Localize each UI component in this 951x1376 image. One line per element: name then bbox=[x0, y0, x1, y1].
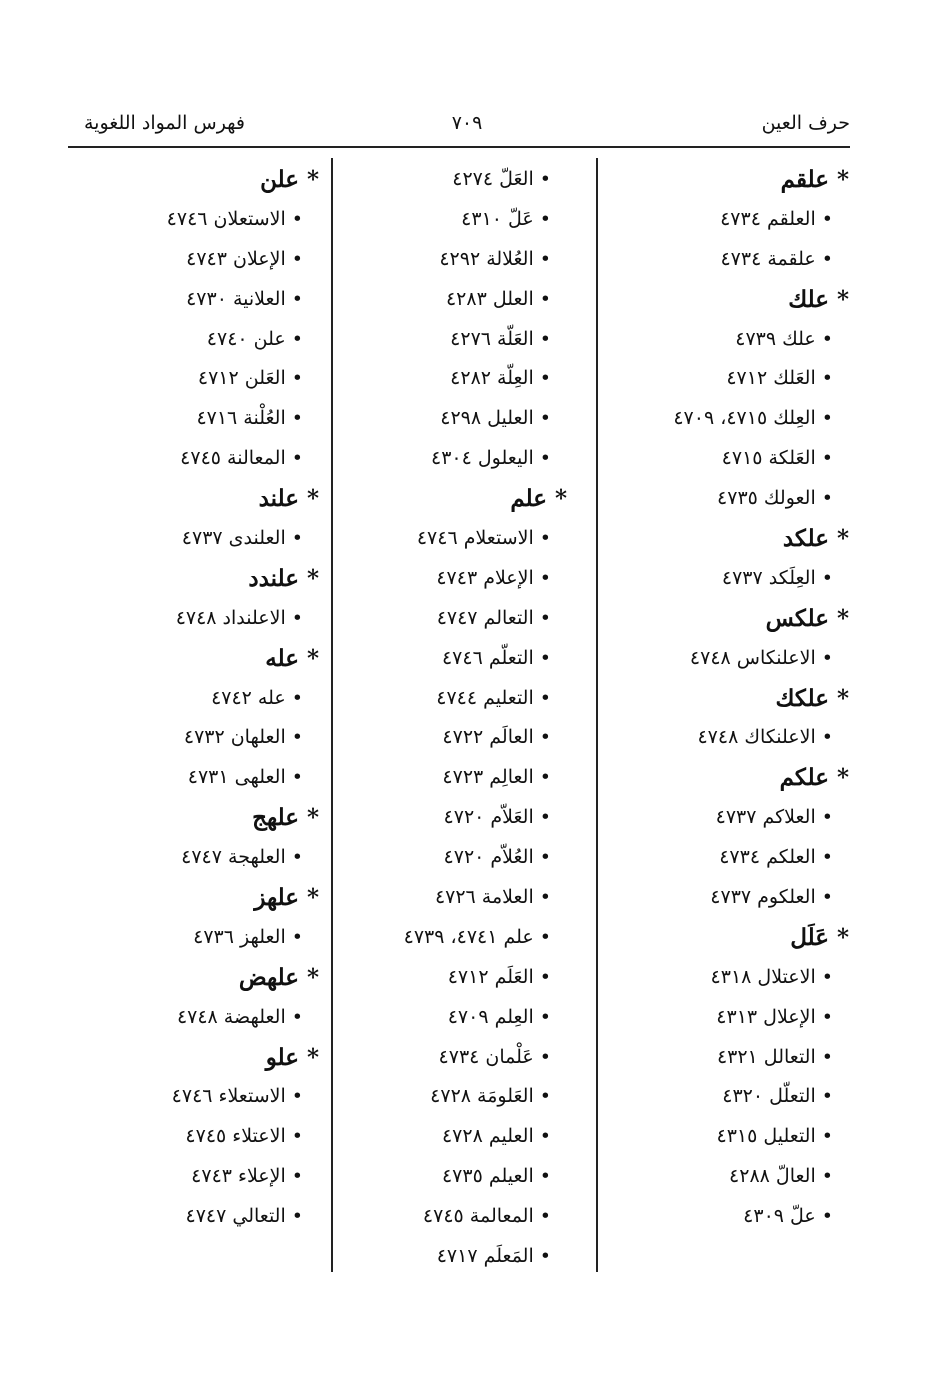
root-heading: * علهج bbox=[252, 804, 319, 832]
index-entry: • العَلومَة ٤٧٢٨ bbox=[430, 1085, 551, 1108]
index-entry: • الاعتلال ٤٣١٨ bbox=[710, 965, 833, 988]
index-entry: • التعالي ٤٧٤٧ bbox=[185, 1205, 303, 1228]
index-entry: • علن ٤٧٤٠ bbox=[206, 327, 303, 350]
index-entry: • العلهز ٤٧٣٦ bbox=[193, 925, 303, 948]
index-entry: • العولك ٤٧٣٥ bbox=[717, 487, 833, 510]
index-entry: • العُلالة ٤٢٩٢ bbox=[439, 247, 551, 270]
index-entry: • التعالم ٤٧٤٧ bbox=[436, 606, 551, 629]
index-entry: • الاعتلاء ٤٧٤٥ bbox=[185, 1125, 303, 1148]
index-column-left bbox=[119, 160, 319, 1237]
index-entry: • العُلاّم ٤٧٢٠ bbox=[443, 846, 551, 869]
page-number: ٧٠٩ bbox=[451, 112, 483, 134]
index-entry: • العالّ ٤٢٨٨ bbox=[729, 1165, 833, 1188]
index-entry: • العلكم ٤٧٣٤ bbox=[719, 846, 833, 869]
book-section-title: فهرس المواد اللغوية bbox=[84, 112, 246, 134]
root-heading: * علقم bbox=[780, 166, 849, 193]
index-entry: • عَلْمان ٤٧٣٤ bbox=[438, 1045, 551, 1068]
index-entry: • العَلّ ٤٢٧٤ bbox=[452, 168, 551, 190]
index-entry: • الاستعلاء ٤٧٤٦ bbox=[171, 1085, 303, 1108]
root-heading: * علندد bbox=[248, 564, 319, 592]
root-heading: * علند bbox=[258, 485, 319, 513]
index-entry: • العلهى ٤٧٣١ bbox=[187, 766, 303, 789]
column-divider-right bbox=[596, 158, 598, 1272]
index-entry: • الاعلنداد ٤٧٤٨ bbox=[175, 606, 303, 629]
index-entry: • الاعلنكاس ٤٧٤٨ bbox=[689, 646, 833, 669]
root-heading: * علو bbox=[265, 1043, 319, 1071]
index-entry: • العيلم ٤٧٣٥ bbox=[441, 1165, 551, 1188]
root-heading: * علهض bbox=[238, 963, 319, 991]
index-entry: • العلل ٤٢٨٣ bbox=[445, 287, 551, 310]
index-entry: • العَلاّم ٤٧٢٠ bbox=[443, 806, 551, 829]
index-entry: • المعالمة ٤٧٤٥ bbox=[422, 1205, 551, 1228]
root-heading: * علكس bbox=[765, 604, 849, 632]
index-entry: • العليم ٤٧٢٨ bbox=[441, 1125, 551, 1148]
root-heading: * عله bbox=[265, 644, 319, 672]
column-divider-left bbox=[331, 158, 333, 1272]
index-entry: • العلاكم ٤٧٣٧ bbox=[715, 806, 833, 829]
index-entry: • التعلّل ٤٣٢٠ bbox=[722, 1085, 833, 1108]
index-entry: • العِلم ٤٧٠٩ bbox=[447, 1005, 551, 1028]
root-heading: * علن bbox=[260, 166, 319, 193]
index-column-middle bbox=[337, 160, 567, 1277]
index-entry: • العَلن ٤٧١٢ bbox=[197, 367, 303, 390]
index-entry: • المعالنة ٤٧٤٥ bbox=[180, 447, 303, 470]
index-entry: • العلندى ٤٧٣٧ bbox=[181, 527, 303, 550]
index-entry: • علّ ٤٣٠٩ bbox=[743, 1205, 833, 1228]
root-heading: * عَلَل bbox=[790, 923, 849, 951]
index-entry: • علك ٤٧٣٩ bbox=[735, 327, 833, 350]
index-entry: • التعليم ٤٧٤٤ bbox=[436, 686, 551, 709]
index-entry: • عله ٤٧٤٢ bbox=[211, 686, 303, 709]
index-entry: • العالِم ٤٧٢٣ bbox=[442, 766, 551, 789]
index-entry: • العلكوم ٤٧٣٧ bbox=[710, 886, 833, 909]
root-heading: * علم bbox=[510, 485, 567, 513]
index-entry: • العلامة ٤٧٢٦ bbox=[434, 886, 551, 909]
index-entry: • الإعلام ٤٧٤٣ bbox=[436, 566, 551, 589]
page-header bbox=[84, 108, 850, 142]
index-entry: • الاستعلان ٤٧٤٦ bbox=[166, 207, 303, 230]
index-entry: • العَلك ٤٧١٢ bbox=[726, 367, 833, 390]
header-rule bbox=[68, 146, 850, 148]
index-entry: • الاستعلام ٤٧٤٦ bbox=[416, 527, 551, 550]
index-entry: • العلهجة ٤٧٤٧ bbox=[181, 846, 303, 869]
index-entry: • العَلَم ٤٧١٢ bbox=[447, 965, 551, 988]
index-entry: • العلقم ٤٧٣٤ bbox=[720, 207, 833, 230]
index-entry: • العِلّة ٤٢٨٢ bbox=[450, 367, 551, 390]
index-entry: • علقمة ٤٧٣٤ bbox=[720, 247, 833, 270]
index-entry: • العلانية ٤٧٣٠ bbox=[186, 287, 303, 310]
index-entry: • الإعلال ٤٣١٣ bbox=[716, 1005, 833, 1028]
chapter-title: حرف العين bbox=[761, 112, 850, 134]
root-heading: * علهز bbox=[254, 884, 319, 912]
index-entry: • التعلّم ٤٧٤٦ bbox=[441, 646, 551, 669]
root-heading: * علك bbox=[788, 285, 849, 313]
index-entry: • العالَم ٤٧٢٢ bbox=[442, 726, 551, 749]
index-entry: • العُلْنة ٤٧١٦ bbox=[196, 407, 303, 430]
root-heading: * علكم bbox=[779, 764, 849, 792]
index-entry: • العِلَكد ٤٧٣٧ bbox=[721, 566, 833, 589]
index-entry: • المَعلَم ٤٧١٧ bbox=[436, 1245, 551, 1268]
index-entry: • عَلّ ٤٣١٠ bbox=[461, 207, 551, 230]
index-entry: • علم ٤٧٤١، ٤٧٣٩ bbox=[403, 925, 551, 948]
index-entry: • العَلّة ٤٢٧٦ bbox=[450, 327, 551, 350]
index-entry: • الإعلاء ٤٧٤٣ bbox=[191, 1165, 303, 1188]
index-entry: • العِلك ٤٧١٥، ٤٧٠٩ bbox=[673, 407, 833, 430]
index-entry: • العَلكة ٤٧١٥ bbox=[721, 447, 833, 470]
index-entry: • العلهضة ٤٧٤٨ bbox=[176, 1005, 303, 1028]
index-entry: • الإعلان ٤٧٤٣ bbox=[186, 247, 303, 270]
index-entry: • التعالل ٤٣٢١ bbox=[716, 1045, 833, 1068]
index-entry: • اليعلول ٤٣٠٤ bbox=[431, 447, 551, 470]
root-heading: * علكد bbox=[782, 525, 849, 553]
index-column-right bbox=[609, 160, 849, 1237]
root-heading: * علكك bbox=[775, 684, 849, 712]
index-entry: • التعليل ٤٣١٥ bbox=[716, 1125, 833, 1148]
index-entry: • العلهان ٤٧٣٢ bbox=[183, 726, 303, 749]
index-entry: • العليل ٤٢٩٨ bbox=[440, 407, 551, 430]
index-entry: • الاعلنكاك ٤٧٤٨ bbox=[697, 726, 833, 749]
